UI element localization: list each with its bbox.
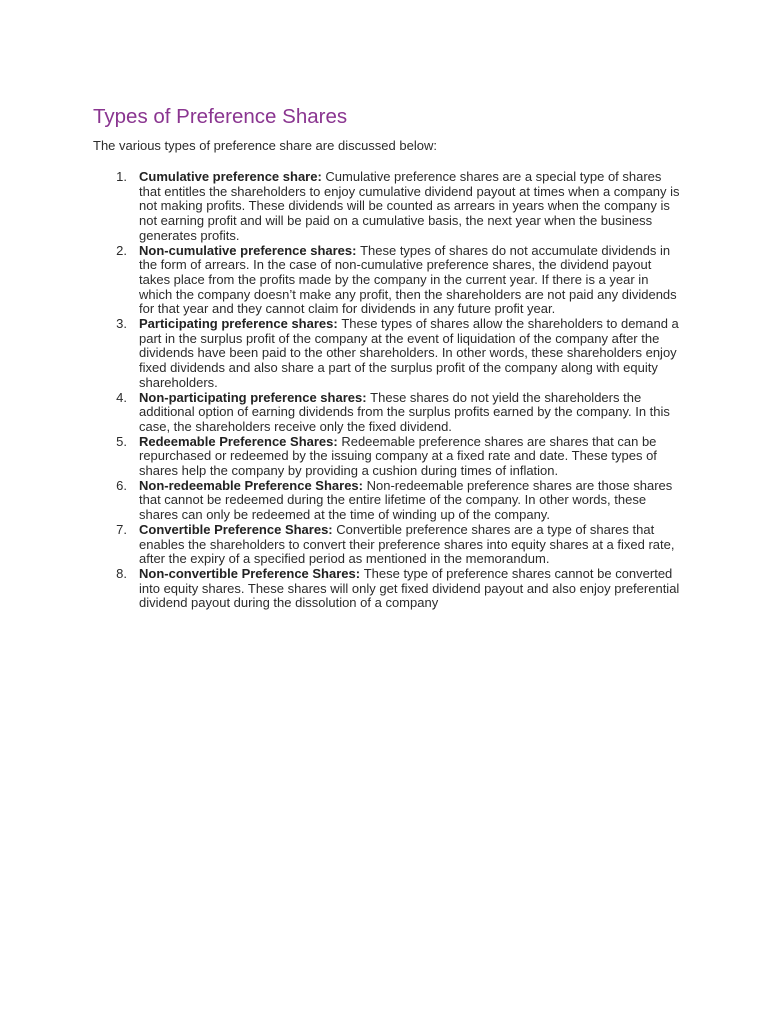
list-item <box>93 170 683 244</box>
list-item-term: Non-participating preference shares: <box>139 389 371 405</box>
list-item-description: Convertible preference shares are a type of shares that enables the shareholders to convert their preference shares into equity shares at a fixed rate, after the expiry of a specified period as mentioned in the memorandum. <box>139 521 675 567</box>
preference-share-types-list <box>93 170 683 611</box>
list-item <box>93 435 683 479</box>
list-item-number: 8. <box>116 565 127 581</box>
list-item <box>93 244 683 318</box>
list-item-description: These types of shares do not accumulate dividends in the form of arrears. In the case of non-cumulative preference shares, the dividend payout takes place from the profits made by the company in the current year. If there is a year in which the company doesn’t make any profit, then the shareholders are not paid any dividends for that year and they cannot claim for dividends in any future profit year. <box>139 242 677 317</box>
list-item-description: Cumulative preference shares are a special type of shares that entitles the shareholders to enjoy cumulative dividend payout at times when a company is not making profits. These dividends will be counted as arrears in years when the company is not earning profit and will be paid on a cumulative basis, the next year when the business generates profits. <box>139 169 680 243</box>
list-item-term: Participating preference shares: <box>139 316 342 332</box>
list-item-description: These type of preference shares cannot be converted into equity shares. These shares will only get fixed dividend payout and also enjoy preferential dividend payout during the dissolution of a company <box>139 565 680 611</box>
list-item-number: 1. <box>116 169 127 184</box>
list-item-description: These types of shares allow the shareholders to demand a part in the surplus profit of the company at the event of liquidation of the company after the dividends have been paid to the other shareholders. In other words, these shareholders enjoy fixed dividends and also share a part of the surplus profit of the company along with equity shareholders. <box>139 316 679 390</box>
list-item-term: Convertible Preference Shares: <box>139 521 337 537</box>
list-item <box>93 523 683 567</box>
list-item-term: Cumulative preference share: <box>139 169 326 184</box>
list-item-description: Non-redeemable preference shares are those shares that cannot be redeemed during the entire lifetime of the company. In other words, these shares can only be redeemed at the time of winding up of the company. <box>139 477 673 523</box>
list-item-number: 3. <box>116 316 127 332</box>
list-item-description: Redeemable preference shares are shares that can be repurchased or redeemed by the issuing company at a fixed rate and date. These types of shares help the company by providing a cushion during times of inflation. <box>139 433 657 479</box>
list-item <box>93 567 683 611</box>
list-item-term: Redeemable Preference Shares: <box>139 433 342 449</box>
intro-paragraph: The various types of preference share are discussed below: <box>93 138 437 153</box>
list-item <box>93 391 683 435</box>
list-item-term: Non-convertible Preference Shares: <box>139 565 364 581</box>
page-title: Types of Preference Shares <box>93 105 348 128</box>
list-item-number: 7. <box>116 521 127 537</box>
list-item-term: Non-cumulative preference shares: <box>139 242 361 258</box>
document-page <box>93 104 683 611</box>
list-item <box>93 479 683 523</box>
list-item-number: 4. <box>116 389 127 405</box>
list-item-term: Non-redeemable Preference Shares: <box>139 477 367 493</box>
list-item-number: 2. <box>116 242 127 258</box>
list-item-number: 5. <box>116 433 127 449</box>
list-item-description: These shares do not yield the shareholders the additional option of earning dividends from the surplus profits earned by the company. In this case, the shareholders receive only the fixed dividend. <box>139 389 670 434</box>
list-item <box>93 317 683 391</box>
list-item-number: 6. <box>116 477 127 493</box>
